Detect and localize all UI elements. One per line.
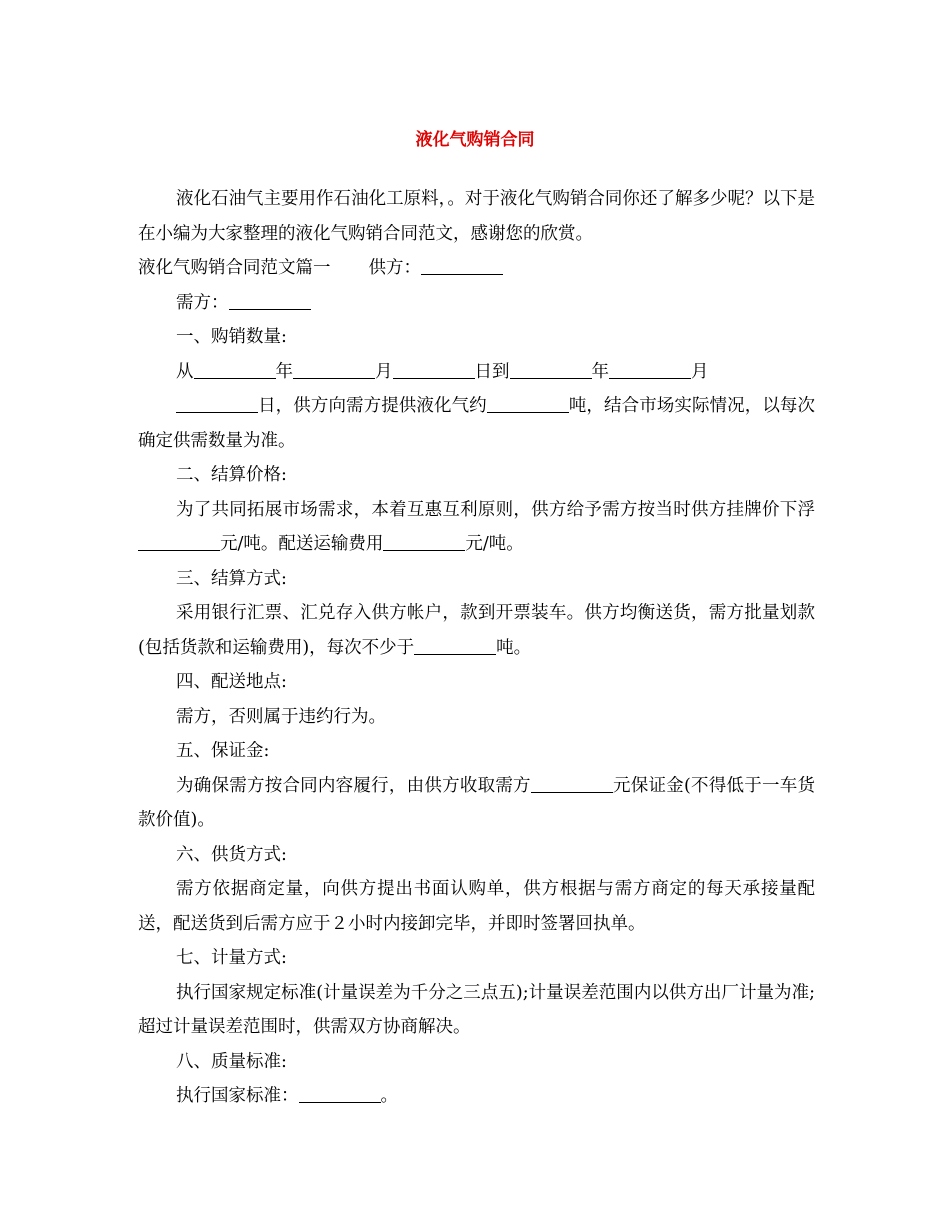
supplier-label: 供方：: [368, 258, 421, 278]
section-6-heading: 六、供货方式:: [176, 844, 287, 865]
month-text: 月: [375, 361, 393, 382]
section-6-paragraph: 需方依据商定量，向供方提出书面认购单，供方根据与需方商定的每天承接量配送，配送货到后需方应于２小时内接卸完毕，并即时签署回执单。: [138, 879, 815, 934]
section-8-paragraph: [138, 1079, 815, 1114]
price-text: 为了共同拓展市场需求，本着互惠互利原则，供方给予需方按当时供方挂牌价下浮: [176, 499, 815, 520]
section-3-heading: 三、结算方式:: [176, 568, 287, 589]
section-4-paragraph: 需方，否则属于违约行为。: [176, 706, 386, 727]
year-text: 年: [275, 361, 293, 382]
intro-paragraph: 液化石油气主要用作石油化工原料，。对于液化气购销合同你还了解多少呢？以下是在小编为大家整理的液化气购销合同范文，感谢您的欣赏。: [138, 189, 815, 244]
quantity-text: 日，供方向需方提供液化气约: [258, 396, 487, 416]
price-text: 元/吨。: [465, 534, 524, 554]
blank: [293, 360, 375, 379]
section-7-heading: 七、计量方式:: [176, 948, 287, 968]
buyer-line: [138, 286, 815, 321]
blank: [176, 395, 258, 414]
quality-text: 执行国家标准：: [176, 1086, 299, 1106]
buyer-label: 需方：: [176, 292, 229, 313]
section-5-heading: 五、保证金:: [176, 741, 270, 761]
section-7-paragraph: 执行国家规定标准(计量误差为千分之三点五);计量误差范围内以供方出厂计量为准;超过计量误差范围时，供需双方协商解决。: [138, 982, 815, 1037]
supplier-blank: [421, 257, 503, 276]
section-4-heading: 四、配送地点:: [176, 672, 287, 692]
document-body: [138, 182, 815, 1114]
blank: [531, 774, 613, 793]
day-to-text: 日到: [474, 361, 510, 382]
blank: [393, 360, 475, 379]
blank: [299, 1085, 381, 1104]
deposit-text: 元保证金(不得低于一车货款价值)。: [138, 775, 816, 830]
section-1-quantity-paragraph: [138, 389, 815, 458]
from-text: 从: [176, 361, 194, 382]
section-8-heading: 八、质量标准:: [176, 1051, 287, 1072]
blank: [609, 360, 691, 379]
buyer-blank: [229, 291, 311, 310]
quality-text: 。: [380, 1086, 398, 1106]
price-text: 元/吨。配送运输费用: [220, 534, 384, 554]
section-1-heading: 一、购销数量:: [176, 327, 287, 347]
blank: [510, 360, 592, 379]
blank: [194, 360, 276, 379]
section-2-heading: 二、结算价格:: [176, 465, 287, 485]
sample-heading: 液化气购销合同范文篇一: [138, 258, 331, 278]
quantity-text: 吨，结合市场实际情况，以每次确定供需数量为准。: [138, 396, 815, 451]
blank: [138, 533, 220, 552]
sample-heading-line: [138, 251, 815, 286]
deposit-text: 为确保需方按合同内容履行，由供方收取需方: [176, 775, 531, 796]
section-5-paragraph: [138, 769, 815, 838]
blank: [414, 636, 496, 655]
section-1-date-line: [138, 355, 815, 390]
section-3-paragraph: [138, 596, 815, 665]
year-text: 年: [591, 361, 609, 382]
settlement-text: 采用银行汇票、汇兑存入供方帐户，款到开票装车。供方均衡送货，需方批量划款(包括货款和运输费用)，每次不少于: [138, 603, 815, 658]
month-text: 月: [691, 361, 709, 382]
blank: [487, 395, 569, 414]
document-title: 液化气购销合同: [415, 130, 535, 150]
blank: [383, 533, 465, 552]
settlement-text: 吨。: [496, 637, 532, 658]
section-2-paragraph: [138, 493, 815, 562]
